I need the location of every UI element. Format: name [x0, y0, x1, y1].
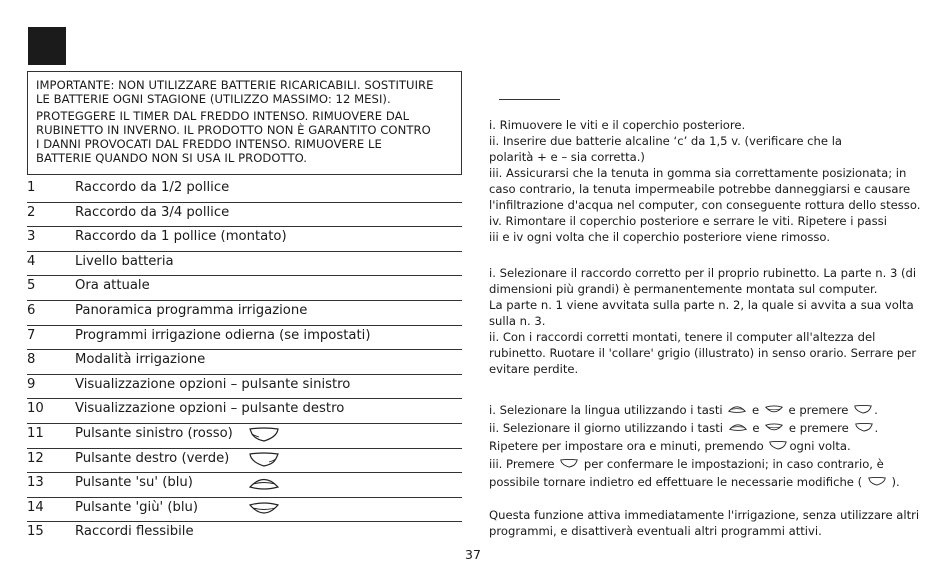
part-number: 14	[27, 499, 44, 515]
left-button-icon	[867, 476, 887, 487]
instruction-line: caso contrario, la tenuta impermeabile potrebbe danneggiarsi e causare	[489, 182, 911, 196]
instruction-line: iii e iv ogni volta che il coperchio posteriore viene rimosso.	[489, 230, 831, 244]
part-number: 10	[27, 401, 44, 417]
right-button-icon	[853, 404, 873, 415]
part-number: 1	[27, 180, 36, 195]
part-label: Programmi irrigazione odierna (se impostati)	[75, 327, 371, 343]
up-button-icon	[247, 475, 281, 493]
part-number: 13	[27, 475, 44, 491]
part-number: 8	[27, 352, 36, 368]
instruction-line: ii. Selezionare il giorno utilizzando i tasti e e premere .	[489, 421, 879, 435]
page-number: 37	[465, 547, 481, 562]
warning-paragraph: IMPORTANTE: NON UTILIZZARE BATTERIE RICARICABILI. SOSTITUIRE LE BATTERIE OGNI STAGIONE (UTILIZZO MASSIMO: 12 MESI).	[36, 78, 434, 106]
list-item	[27, 178, 462, 203]
part-label: Visualizzazione opzioni – pulsante sinistro	[75, 376, 351, 392]
list-item	[27, 522, 462, 547]
instruction-line: programmi, e disattiverà eventuali altri programmi attivi.	[489, 524, 822, 538]
up-button-icon	[727, 404, 747, 415]
parts-list	[27, 178, 462, 547]
list-item	[27, 399, 462, 424]
instruction-line: sulla n. 3.	[489, 314, 546, 328]
instruction-line: possibile tornare indietro ed effettuare le necessarie modifiche ( ).	[489, 475, 900, 489]
left-button-icon	[247, 426, 281, 444]
instruction-line: iii. Assicurarsi che la tenuta in gomma sia correttamente posizionata; in	[489, 166, 907, 180]
immediate-irrigation-text	[489, 507, 929, 539]
down-button-icon	[764, 404, 784, 415]
down-button-icon	[764, 422, 784, 433]
part-number: 2	[27, 204, 36, 220]
frost-warning-paragraph: PROTEGGERE IL TIMER DAL FREDDO INTENSO. RIMUOVERE DAL RUBINETTO IN INVERNO. IL PRODOTTO NON È GARANTITO CONTRO I DANNI PROVOCATI DAL FREDDO INTENSO. RIMUOVERE LE BATTERIE QUANDO NON SI USA IL PRODOTTO.	[36, 109, 431, 165]
list-item	[27, 301, 462, 326]
list-item	[27, 498, 462, 523]
part-label: Pulsante 'giù' (blu)	[75, 499, 199, 515]
instruction-line: dimensioni più grandi) è permanentemente montata sul computer.	[489, 282, 878, 296]
right-button-icon	[768, 440, 788, 451]
part-number: 5	[27, 278, 36, 294]
part-number: 11	[27, 425, 44, 441]
part-label: Pulsante 'su' (blu)	[75, 475, 193, 491]
up-button-icon	[728, 422, 748, 433]
part-label: Modalità irrigazione	[75, 352, 206, 368]
part-label: Raccordo da 3/4 pollice	[75, 204, 230, 220]
instruction-line: iv. Rimontare il coperchio posteriore e serrare le viti. Ripetere i passi	[489, 214, 887, 228]
right-button-icon	[559, 458, 579, 469]
instruction-line: evitare perdite.	[489, 362, 579, 376]
fitting-instructions	[489, 265, 929, 377]
part-number: 9	[27, 376, 36, 392]
part-label: Raccordo da 1/2 pollice	[75, 180, 230, 195]
instruction-line: Ripetere per impostare ora e minuti, premendo ogni volta.	[489, 439, 851, 453]
list-item	[27, 424, 462, 449]
section-marker	[28, 27, 66, 65]
part-label: Pulsante sinistro (rosso)	[75, 425, 233, 441]
part-number: 3	[27, 229, 36, 245]
list-item	[27, 375, 462, 400]
part-number: 6	[27, 302, 36, 318]
list-item	[27, 326, 462, 351]
instruction-line: ii. Con i raccordi corretti montati, tenere il computer all'altezza del	[489, 330, 876, 344]
part-label: Raccordo da 1 pollice (montato)	[75, 229, 287, 245]
list-item	[27, 473, 462, 498]
part-label: Pulsante destro (verde)	[75, 450, 230, 466]
list-item	[27, 252, 462, 277]
right-button-icon	[854, 422, 874, 433]
list-item	[27, 276, 462, 301]
part-label: Panoramica programma irrigazione	[75, 302, 308, 318]
part-number: 4	[27, 253, 36, 269]
list-item	[27, 350, 462, 375]
part-number: 12	[27, 450, 44, 466]
instruction-line: La parte n. 1 viene avvitata sulla parte n. 2, la quale si avvita a sua volta	[489, 298, 914, 312]
instruction-line: l'infiltrazione d'acqua nel computer, con conseguente rottura dello stesso.	[489, 198, 921, 212]
instruction-line: Questa funzione attiva immediatamente l'irrigazione, senza utilizzare altri	[489, 508, 920, 522]
part-number: 15	[27, 524, 44, 540]
warning-box	[27, 71, 462, 175]
list-item	[27, 203, 462, 228]
heading-rule	[499, 99, 560, 100]
part-label: Visualizzazione opzioni – pulsante destro	[75, 401, 345, 417]
setup-instructions	[489, 401, 929, 491]
instruction-line: i. Selezionare il raccordo corretto per il proprio rubinetto. La parte n. 3 (di	[489, 266, 917, 280]
instruction-line: rubinetto. Ruotare il 'collare' grigio (illustrato) in senso orario. Serrare per	[489, 346, 917, 360]
instruction-line: i. Rimuovere le viti e il coperchio posteriore.	[489, 118, 746, 132]
instruction-line: polarità + e – sia corretta.)	[489, 150, 645, 164]
battery-instructions	[489, 117, 929, 245]
instruction-line: ii. Inserire due batterie alcaline ‘c’ da 1,5 v. (verificare che la	[489, 134, 843, 148]
part-label: Ora attuale	[75, 278, 150, 294]
right-button-icon	[247, 451, 281, 469]
instruction-line: i. Selezionare la lingua utilizzando i tasti e e premere .	[489, 403, 878, 417]
list-item	[27, 449, 462, 474]
part-label: Raccordi flessibile	[75, 524, 194, 540]
part-number: 7	[27, 327, 36, 343]
list-item	[27, 227, 462, 252]
down-button-icon	[247, 500, 281, 518]
part-label: Livello batteria	[75, 253, 174, 269]
instruction-line: iii. Premere per confermare le impostazioni; in caso contrario, è	[489, 457, 884, 471]
